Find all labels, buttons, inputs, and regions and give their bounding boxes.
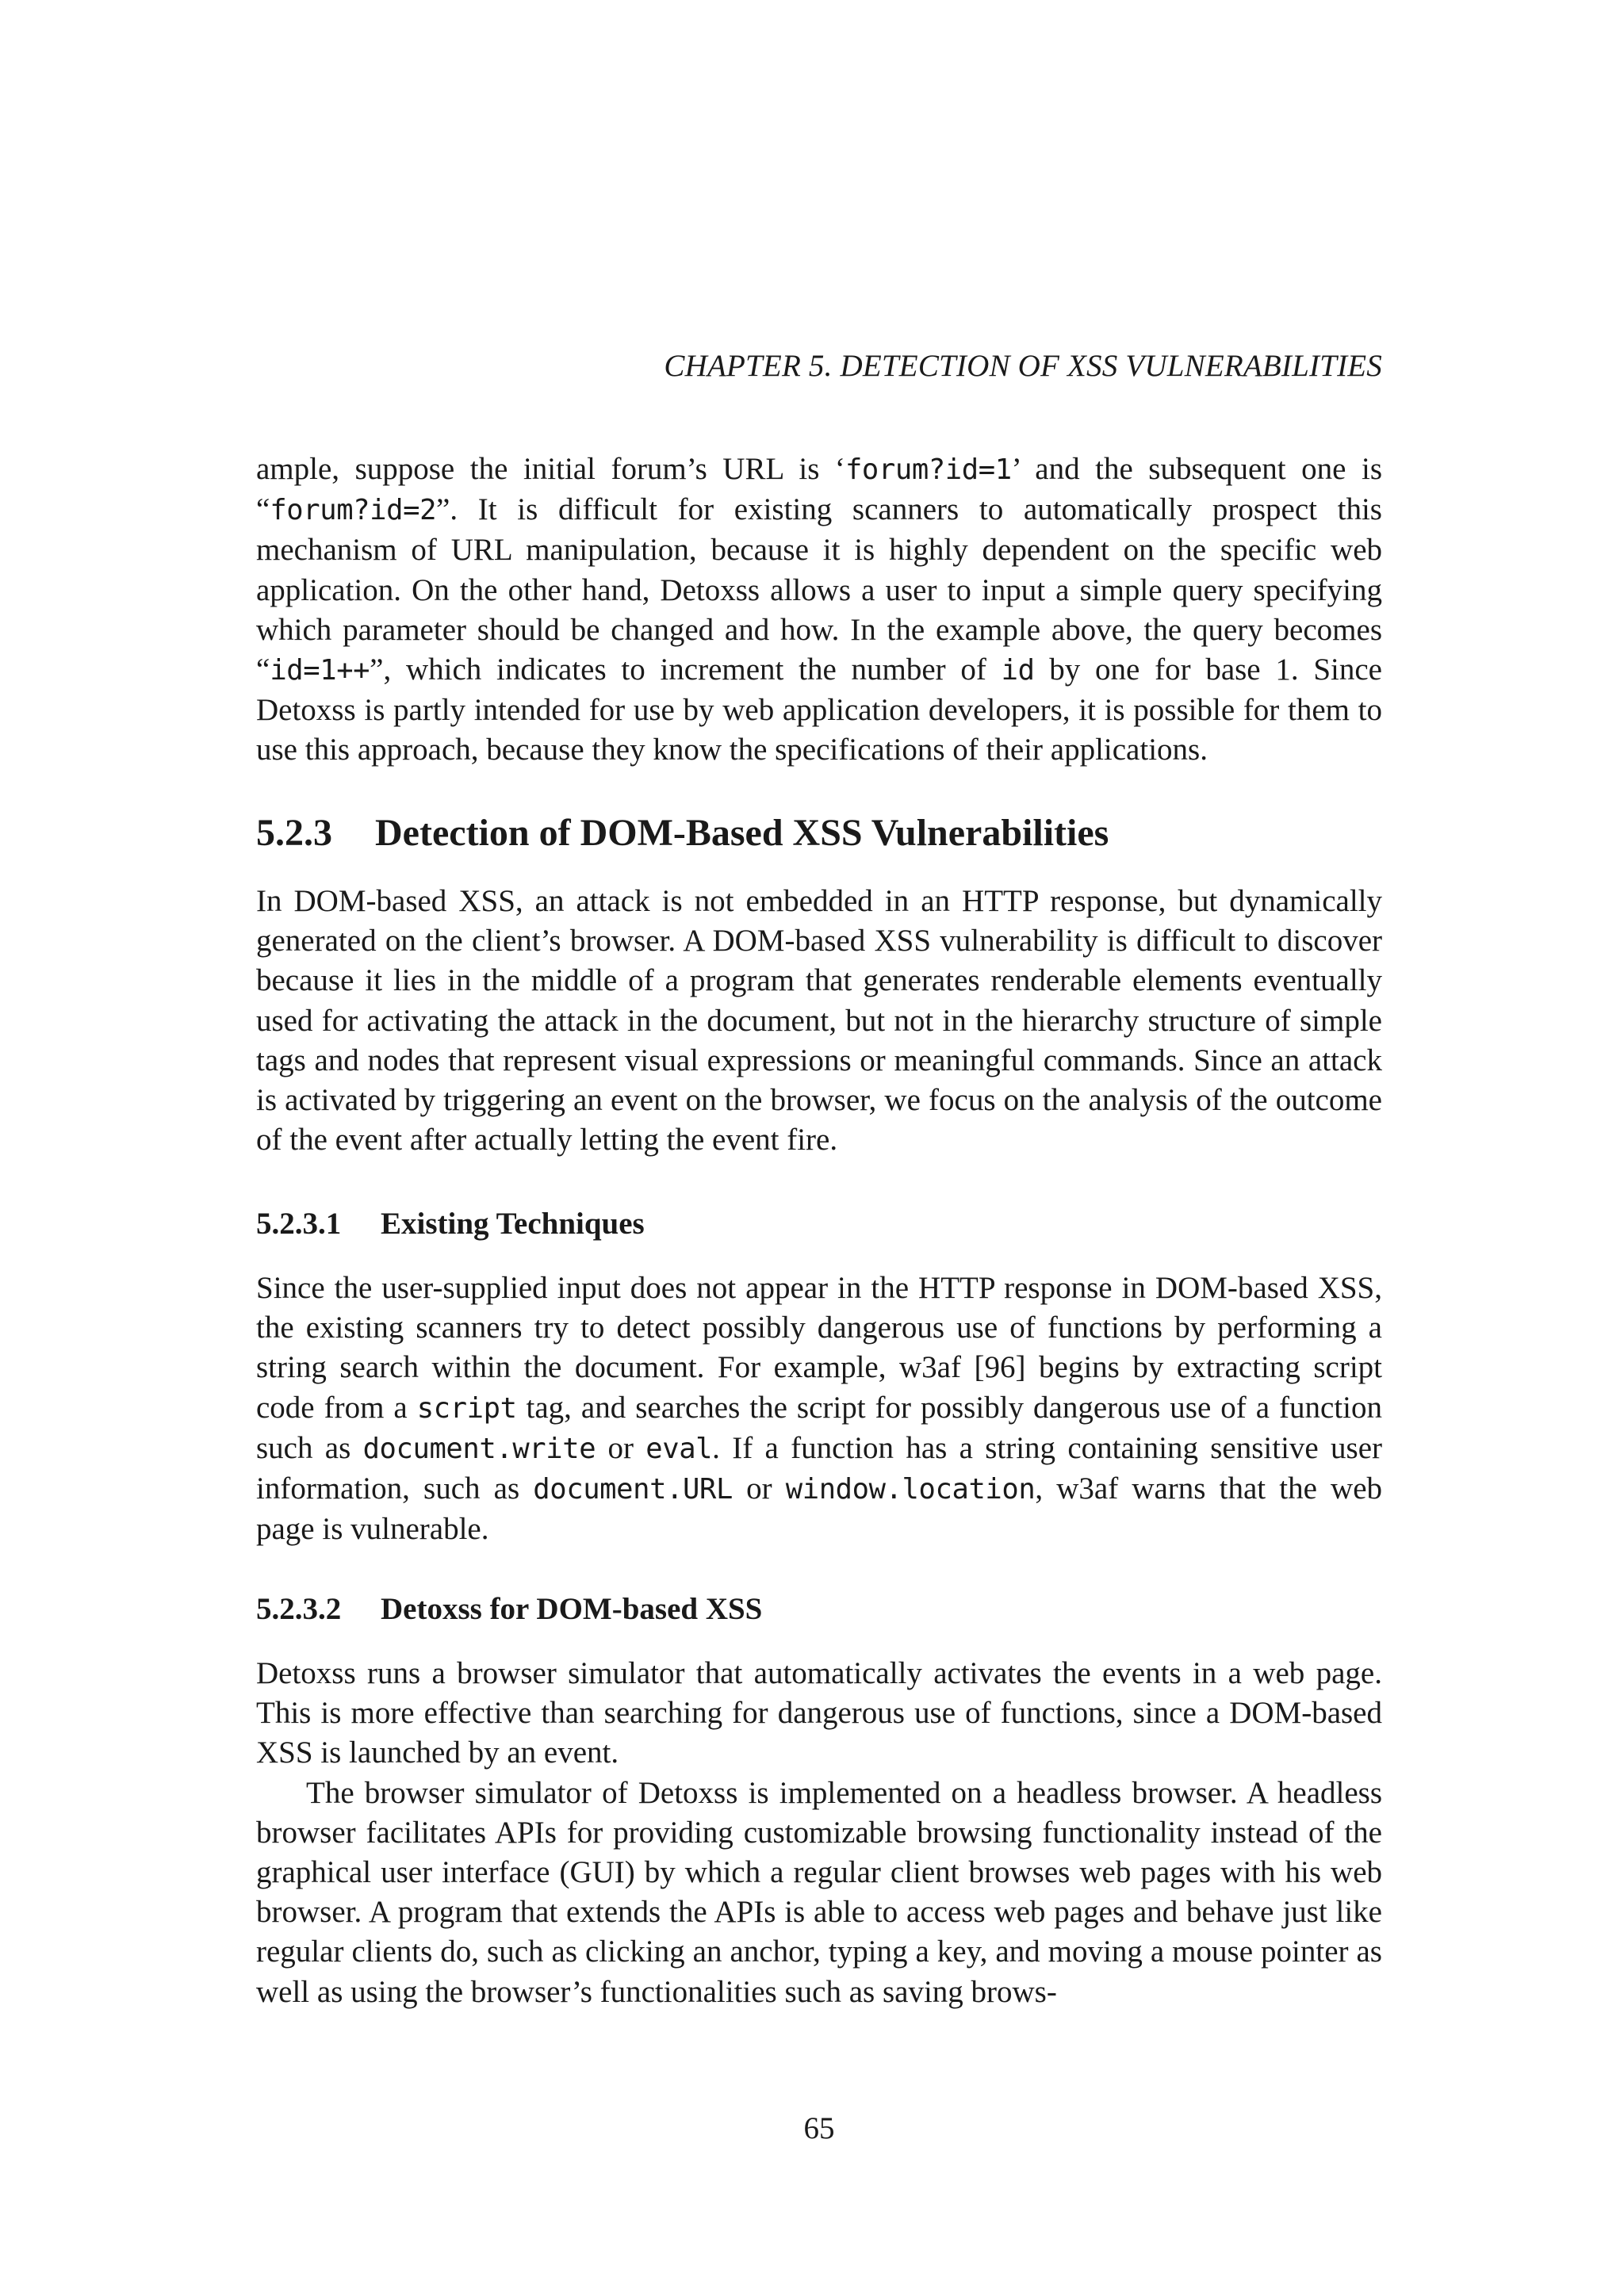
subsection-number: 5.2.3.2 (256, 1592, 342, 1626)
intro-block (256, 450, 1382, 771)
section-5-2-3-2-paragraph-1: Detoxss runs a browser simulator that automatically activates the events in a web page. This is more effective than searching for dangerous use of functions, since a DOM-based XSS is launched by an event. (256, 1656, 1382, 1770)
code-document-url: document.URL (533, 1473, 733, 1506)
section-title: Detection of DOM-Based XSS Vulnerabilities (375, 812, 1109, 854)
document-page (256, 0, 1382, 2296)
code-id-increment: id=1++ (270, 654, 370, 687)
section-5-2-3-1-paragraph: Since the user-supplied input does not appear in the HTTP response in DOM-based XSS, the existing scanners try to detect possibly dangerous use of functions by performing a string search within the document. For example, w3af [96] begins by extracting script code from a script tag, and searches the script for possibly dangerous use of a function such as document.write or eval. If a function has a string containing sensitive user information, such as document.URL or window.location, w3af warns that the web page is vulnerable. (256, 1271, 1382, 1547)
code-id: id (1001, 654, 1035, 687)
code-script: script (416, 1391, 517, 1425)
code-forum-id-1: forum?id=1 (845, 453, 1012, 486)
code-document-write: document.write (362, 1432, 596, 1465)
section-5-2-3-1-body (256, 1269, 1382, 1549)
subsection-title: Detoxss for DOM-based XSS (381, 1592, 763, 1626)
section-number: 5.2.3 (256, 812, 332, 854)
page-number: 65 (803, 2111, 835, 2145)
subsection-heading-5-2-3-2 (256, 1590, 762, 1628)
code-forum-id-2: forum?id=2 (270, 494, 437, 527)
intro-paragraph: ample, suppose the initial forum’s URL is ‘forum?id=1’ and the subsequent one is “forum?id=2”. It is difficult for existing scanners to automatically prospect this mechanism of URL manipulation, because it is highly dependent on the specific web application. On the other hand, Detoxss allows a user to input a simple query specifying which parameter should be changed and how. In the example above, the query becomes “id=1++”, which indicates to increment the number of id by one for base 1. Since Detoxss is partly intended for use by web application developers, it is possible for them to use this approach, because they know the specifications of their applications. (256, 452, 1383, 767)
subsection-title: Existing Techniques (381, 1207, 645, 1241)
code-window-location: window.location (785, 1473, 1036, 1506)
section-5-2-3-2-body (256, 1654, 1382, 2012)
code-eval: eval (645, 1432, 713, 1465)
running-head: CHAPTER 5. DETECTION OF XSS VULNERABILITIES (664, 349, 1382, 383)
section-5-2-3-2-paragraph-2: The browser simulator of Detoxss is implemented on a headless browser. A headless browser facilitates APIs for providing customizable browsing functionality instead of the graphical user interface (GUI) by which a regular client browses web pages with his web browser. A program that extends the APIs is able to access web pages and behave just like regular clients do, such as clicking an anchor, typing a key, and moving a mouse pointer as well as using the browser’s functionalities such as saving brows- (256, 1775, 1382, 2009)
section-5-2-3-body (256, 882, 1382, 1160)
section-5-2-3-paragraph: In DOM-based XSS, an attack is not embedded in an HTTP response, but dynamically generated on the client’s browser. A DOM-based XSS vulnerability is difficult to discover because it lies in the middle of a program that generates renderable elements eventually used for activating the attack in the document, but not in the hierarchy structure of simple tags and nodes that represent visual expressions or meaningful commands. Since an attack is activated by triggering an event on the browser, we focus on the analysis of the outcome of the event after actually letting the event fire. (256, 884, 1382, 1158)
subsection-number: 5.2.3.1 (256, 1207, 342, 1241)
subsection-heading-5-2-3-1 (256, 1205, 645, 1243)
section-heading-5-2-3 (256, 810, 1109, 856)
